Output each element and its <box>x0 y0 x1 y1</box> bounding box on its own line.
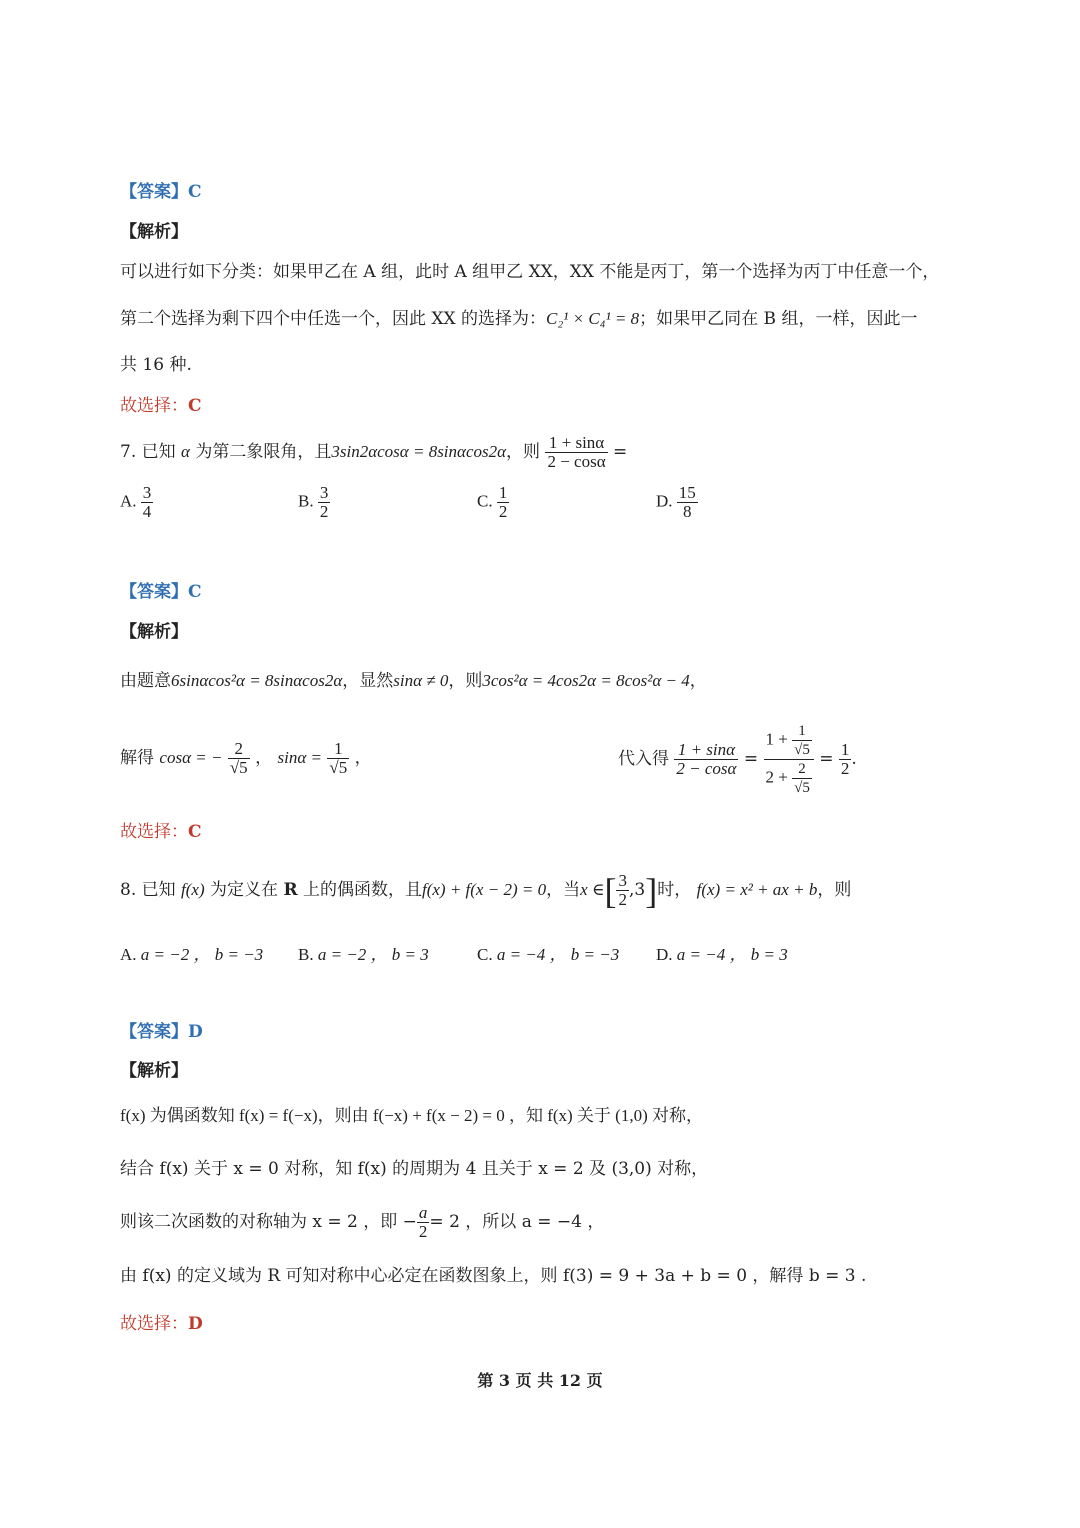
option-label: D. <box>656 491 673 511</box>
conclusion-value: C <box>188 822 202 842</box>
text-segment: = <box>743 749 759 769</box>
math-expression: C₂¹ × C₄¹ = 8 <box>546 309 640 328</box>
fraction <box>616 872 629 909</box>
math-expression: f(x) = x² + ax + b <box>696 880 818 899</box>
fraction-denominator: 2 <box>498 502 508 521</box>
option-c <box>477 940 619 965</box>
fraction <box>839 741 852 778</box>
text-segment: ，当 <box>546 880 581 900</box>
left-bracket: [ <box>604 870 617 911</box>
text-segment: ，显然 <box>342 671 394 691</box>
text-segment: ， <box>255 748 273 768</box>
fraction-numerator: 3 <box>618 871 627 890</box>
math-expression: x ∈ <box>580 880 605 899</box>
text-segment: = <box>613 442 628 462</box>
analysis-text: 共 16 种. <box>120 355 192 375</box>
fraction-denominator: 2 <box>618 890 627 909</box>
question-7-stem <box>120 430 627 474</box>
fraction <box>497 484 510 521</box>
math-expression: f(x) + f(x − 2) = 0 <box>421 880 547 899</box>
option-a <box>120 940 263 965</box>
text-segment: 由题意 <box>120 671 171 691</box>
right-bracket: ] <box>645 870 658 911</box>
fraction-numerator: 15 <box>678 483 696 502</box>
option-c <box>477 484 509 521</box>
text-segment: = 2 ，所以 a = −4 ， <box>429 1212 605 1232</box>
text-segment: = <box>819 749 834 769</box>
fraction-numerator: 1 + sinα <box>674 741 738 760</box>
fraction-numerator: 2 <box>792 760 812 779</box>
analysis-text <box>120 307 917 331</box>
math-expression: α <box>181 442 190 461</box>
conclusion-label: 故选择： <box>120 1314 188 1334</box>
page-footer: 第 3 页 共 12 页 <box>477 1371 603 1390</box>
analysis-text <box>120 1200 604 1244</box>
substitution <box>618 714 857 804</box>
math-expression: sinα ≠ 0 <box>393 671 449 690</box>
analysis-label: 【解析】 <box>120 222 188 242</box>
fraction <box>792 760 812 797</box>
analysis-text: f(x) 为偶函数知 f(x) = f(−x)，则由 f(−x) + f(x − 2) = 0 ，知 f(x) 关于 (1,0) 对称， <box>120 1106 703 1125</box>
text-segment: 代入得 <box>618 749 669 769</box>
answer-label: 【答案】C <box>120 182 202 202</box>
math-expression: 6sinαcos²α = 8sinαcos2α <box>171 671 343 690</box>
fraction-denominator: 2 <box>418 1222 428 1241</box>
option-d <box>656 940 788 965</box>
conclusion-value: D <box>188 1314 203 1334</box>
text-segment: ， <box>689 671 707 691</box>
analysis-text: 由 f(x) 的定义域为 R 可知对称中心必定在函数图象上，则 f(3) = 9 + 3a + b = 0 ，解得 b = 3 . <box>120 1266 867 1286</box>
text-segment: 1 + <box>765 729 788 749</box>
text-segment: 7. 已知 <box>120 442 176 462</box>
fraction-denominator: √5 <box>794 780 810 796</box>
math-expression: cosα = − <box>159 748 223 767</box>
option-b <box>298 940 429 965</box>
conclusion-label: 故选择： <box>120 822 188 842</box>
option-label: A. <box>120 945 137 964</box>
fraction <box>318 484 331 521</box>
text-segment: 2 + <box>765 767 788 787</box>
math-expression: f(x) <box>181 880 205 899</box>
fraction-numerator: 2 <box>228 740 250 759</box>
analysis-label: 【解析】 <box>120 622 188 642</box>
analysis-text: 结合 f(x) 关于 x = 0 对称，知 f(x) 的周期为 4 且关于 x = 2 及 (3,0) 对称， <box>120 1159 709 1179</box>
text-segment: 8. 已知 <box>120 880 176 900</box>
fraction-denominator: 8 <box>683 502 692 521</box>
option-text: a = −2 ， b = 3 <box>317 945 429 964</box>
fraction <box>417 1204 430 1241</box>
analysis-label: 【解析】 <box>120 1061 188 1081</box>
complex-fraction <box>764 722 814 797</box>
text-segment: 时， <box>657 880 692 900</box>
fraction-numerator: 1 <box>327 740 349 759</box>
conclusion <box>120 394 202 418</box>
text-segment: 为第二象限角，且 <box>195 442 332 462</box>
fraction <box>674 741 738 778</box>
option-label: C. <box>477 491 493 511</box>
answer-label: 【答案】C <box>120 582 202 602</box>
analysis-text: 可以进行如下分类：如果甲乙在 A 组，此时 A 组甲乙 XX，XX 不能是丙丁，第一个选择为丙丁中任意一个， <box>120 262 940 282</box>
analysis-text <box>120 736 372 780</box>
text-segment: ；如果甲乙同在 B 组，一样，因此一 <box>639 309 918 329</box>
fraction-numerator <box>764 722 814 760</box>
set-symbol: R <box>283 880 298 900</box>
text-segment: ,3 <box>628 880 646 900</box>
fraction-numerator: a <box>418 1203 428 1222</box>
option-d <box>656 484 698 521</box>
fraction-numerator: 3 <box>142 483 152 502</box>
option-label: C. <box>477 945 493 964</box>
fraction-numerator: 1 + sinα <box>545 434 607 453</box>
fraction-numerator: 3 <box>319 483 329 502</box>
option-text: a = −4 ， b = −3 <box>496 945 620 964</box>
fraction <box>545 434 607 471</box>
text-segment: ，则 <box>448 671 483 691</box>
question-8-stem <box>120 866 851 914</box>
option-label: B. <box>298 491 314 511</box>
math-expression: sinα = <box>277 748 322 767</box>
option-b <box>298 484 330 521</box>
math-expression: 3cos²α = 4cos2α = 8cos²α − 4 <box>482 671 690 690</box>
fraction <box>141 484 154 521</box>
conclusion-label: 故选择： <box>120 396 188 416</box>
fraction-denominator: √5 <box>329 758 348 777</box>
option-a <box>120 484 153 521</box>
text-segment: ，则 <box>817 880 852 900</box>
fraction-denominator <box>764 760 814 797</box>
text-segment: 第二个选择为剩下四个中任选一个，因此 XX 的选择为： <box>120 309 547 329</box>
text-segment: 解得 <box>120 748 154 768</box>
fraction <box>792 722 812 759</box>
option-text: a = −2 ， b = −3 <box>140 945 264 964</box>
fraction <box>228 740 250 777</box>
text-segment: 为定义在 <box>210 880 279 900</box>
fraction <box>327 740 349 777</box>
math-expression: 3sin2αcosα = 8sinαcos2α <box>331 442 507 461</box>
option-label: A. <box>120 491 137 511</box>
fraction-denominator: 2 − cosα <box>547 452 606 471</box>
fraction-denominator: 2 − cosα <box>676 759 737 778</box>
conclusion-value: C <box>188 396 202 416</box>
text-segment: . <box>851 749 857 769</box>
option-label: B. <box>298 945 314 964</box>
text-segment: 上的偶函数，且 <box>302 880 422 900</box>
conclusion <box>120 1312 203 1336</box>
fraction-numerator: 1 <box>792 722 812 741</box>
option-text: a = −4 ， b = 3 <box>676 945 788 964</box>
conclusion <box>120 820 202 844</box>
analysis-text <box>120 669 707 693</box>
fraction-denominator: √5 <box>229 758 248 777</box>
fraction-denominator: 2 <box>319 502 329 521</box>
text-segment: ， <box>354 748 372 768</box>
fraction <box>677 484 698 521</box>
fraction-denominator: 4 <box>142 502 152 521</box>
option-label: D. <box>656 945 673 964</box>
fraction-denominator: 2 <box>840 759 850 778</box>
text-segment: ，则 <box>506 442 541 462</box>
fraction-denominator: √5 <box>794 742 810 758</box>
fraction-numerator: 1 <box>498 483 508 502</box>
answer-label: 【答案】D <box>120 1022 203 1042</box>
text-segment: 则该二次函数的对称轴为 x = 2 ，即 − <box>120 1212 417 1232</box>
fraction-numerator: 1 <box>840 740 850 759</box>
